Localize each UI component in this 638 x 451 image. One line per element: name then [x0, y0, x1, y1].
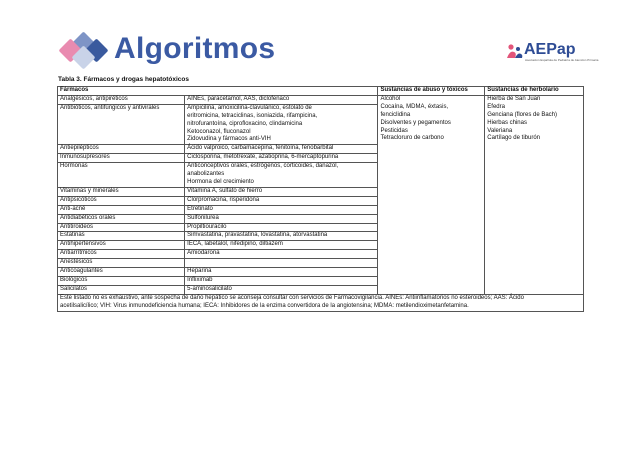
page-header — [0, 0, 638, 80]
aepap-logo — [505, 41, 599, 71]
drug-list-cell — [185, 205, 378, 214]
drug-group-cell: Antitiroideos — [58, 223, 185, 232]
drug-list-cell — [185, 259, 378, 268]
drug-line: Etretinato — [187, 205, 213, 212]
drug-line: Anticonceptivos orales, estrógenos, corticoides, danazol, — [187, 163, 339, 170]
footnote-line: acetilsalicílico; VIH: Virus inmunodeficiencia humana; IECA: Inhibidores de la enzima convertidora de la angiotensina; MDMA: metilendioximetanfetamina. — [60, 302, 469, 309]
drug-line: Sulfonilurea — [187, 214, 219, 221]
drug-line: AINEs, paracetamol, AAS, diclofenaco — [187, 95, 290, 102]
drug-line: Zidovudina y fármacos anti-VIH — [187, 136, 271, 143]
footnote-row — [58, 294, 584, 311]
drug-group-cell: Salicilatos — [58, 285, 185, 294]
drug-list-cell — [185, 104, 378, 145]
drug-line: Vitamina A, sulfato de hierro — [187, 187, 263, 194]
table-header-row — [58, 87, 584, 96]
hepatotoxic-table — [57, 86, 584, 312]
drug-group-cell: Inmunosupresores — [58, 154, 185, 163]
herbolario-line: Cartílago de tiburón — [487, 135, 540, 142]
drug-group-cell: Estatinas — [58, 232, 185, 241]
drug-group-cell: Anti-acné — [58, 205, 185, 214]
drug-list-cell — [185, 145, 378, 154]
drug-list-cell — [185, 232, 378, 241]
drug-line: IECA, labetalol, nifedipino, diltiazem — [187, 241, 283, 248]
herbolario-cell — [485, 95, 584, 294]
drug-group-cell: Antiepilépticos — [58, 145, 185, 154]
drug-line — [187, 259, 375, 267]
sustancia-line: Disolventes y pegamentos — [380, 119, 451, 126]
drug-line: eritromicina, tetraciclinas, isoniazida, rifampicina, — [187, 112, 318, 119]
drug-line: Ciclosporina, metotrexate, azatioprina, 6-mercaptopurina — [187, 154, 339, 161]
drug-line: Infliximab — [187, 276, 213, 283]
drug-list-cell — [185, 223, 378, 232]
drug-line: Amiodarona — [187, 250, 220, 257]
drug-group-cell: Antibióticos, antifúngicos y antivirales — [58, 104, 185, 145]
logo-text: Algoritmos — [114, 32, 276, 65]
table-footnote — [58, 294, 584, 311]
drug-list-cell — [185, 285, 378, 294]
herbolario-line: Efedra — [487, 103, 505, 110]
drug-group-cell: Antiarrítmicos — [58, 250, 185, 259]
drug-group-cell: Hormonas — [58, 163, 185, 188]
sustancias-cell — [378, 95, 485, 294]
drug-list-cell — [185, 187, 378, 196]
column-header-herbolario: Sustancias de herbolario — [485, 87, 584, 96]
table-row — [58, 95, 584, 104]
aepap-brand-text: AEPap — [524, 41, 576, 58]
herbolario-line: Genciana (flores de Bach) — [487, 111, 557, 118]
sustancia-line: fenciclidina — [380, 111, 411, 118]
drug-line: Hormona del crecimiento — [187, 178, 254, 185]
drug-list-cell — [185, 250, 378, 259]
drug-group-cell: Biológicos — [58, 276, 185, 285]
drug-line: Simvastatina, pravastatina, lovastatina, atorvastatina — [187, 232, 328, 239]
drug-group-cell: Antihipertensivos — [58, 241, 185, 250]
drug-line: Ácido valproico, carbamacepina, fenitoína, fenobarbital — [187, 145, 334, 152]
drug-list-cell — [185, 154, 378, 163]
drug-list-cell — [185, 95, 378, 104]
drug-list-cell — [185, 196, 378, 205]
drug-line: 5-aminosalicilato — [187, 285, 232, 292]
column-header-farmacos: Fármacos — [58, 87, 378, 96]
drug-list-cell — [185, 163, 378, 188]
herbolario-line: Hierbas chinas — [487, 119, 527, 126]
drug-line: Ampicilina, amoxicilina-clavulánico, estolato de — [187, 104, 312, 111]
drug-group-cell: Antipsicóticos — [58, 196, 185, 205]
drug-line: nitrofurantoína, ciprofloxacino, clindamicina — [187, 120, 303, 127]
drug-list-cell — [185, 276, 378, 285]
sustancia-line: Alcohol — [380, 95, 401, 102]
drug-group-cell: Antidiabéticos orales — [58, 214, 185, 223]
herbolario-line: Valeriana — [487, 127, 513, 134]
drug-line: Clorpromacina, risperidona — [187, 196, 260, 203]
drug-group-cell: Anticoagulantes — [58, 268, 185, 277]
aepap-subtitle: Asociación Española de Pediatría de Atención Primaria — [525, 58, 599, 62]
drug-group-cell: Anestésicos — [58, 259, 185, 268]
herbolario-line: Hierba de San Juan — [487, 95, 541, 102]
drug-line: Heparina — [187, 268, 212, 275]
drug-list-cell — [185, 214, 378, 223]
aepap-figure-icon — [505, 43, 525, 59]
algoritmos-logo — [58, 30, 278, 70]
drug-line: Ketoconazol, fluconazol — [187, 128, 251, 135]
drug-list-cell — [185, 268, 378, 277]
drug-line: anabolizantes — [187, 171, 225, 178]
footnote-line: Este listado no es exhaustivo, ante sospecha de daño hepático se aconseja consultar con servicios de Farmacovigilancia. AINEs: Antiinflamatorios no esteroideos; AAS: Ácido — [60, 294, 524, 301]
drug-line: Propiltiouracilo — [187, 223, 227, 230]
sustancia-line: Pesticidas — [380, 127, 408, 134]
drug-group-cell: Analgésicos, antipiréticos — [58, 95, 185, 104]
sustancia-line: Tetracloruro de carbono — [380, 135, 444, 142]
table-title: Tabla 3. Fármacos y drogas hepatotóxicos — [58, 76, 190, 83]
column-header-sustancias: Sustancias de abuso y tóxicos — [378, 87, 485, 96]
sustancia-line: Cocaína, MDMA, éxtasis, — [380, 103, 449, 110]
drug-group-cell: Vitaminas y minerales — [58, 187, 185, 196]
drug-list-cell — [185, 241, 378, 250]
